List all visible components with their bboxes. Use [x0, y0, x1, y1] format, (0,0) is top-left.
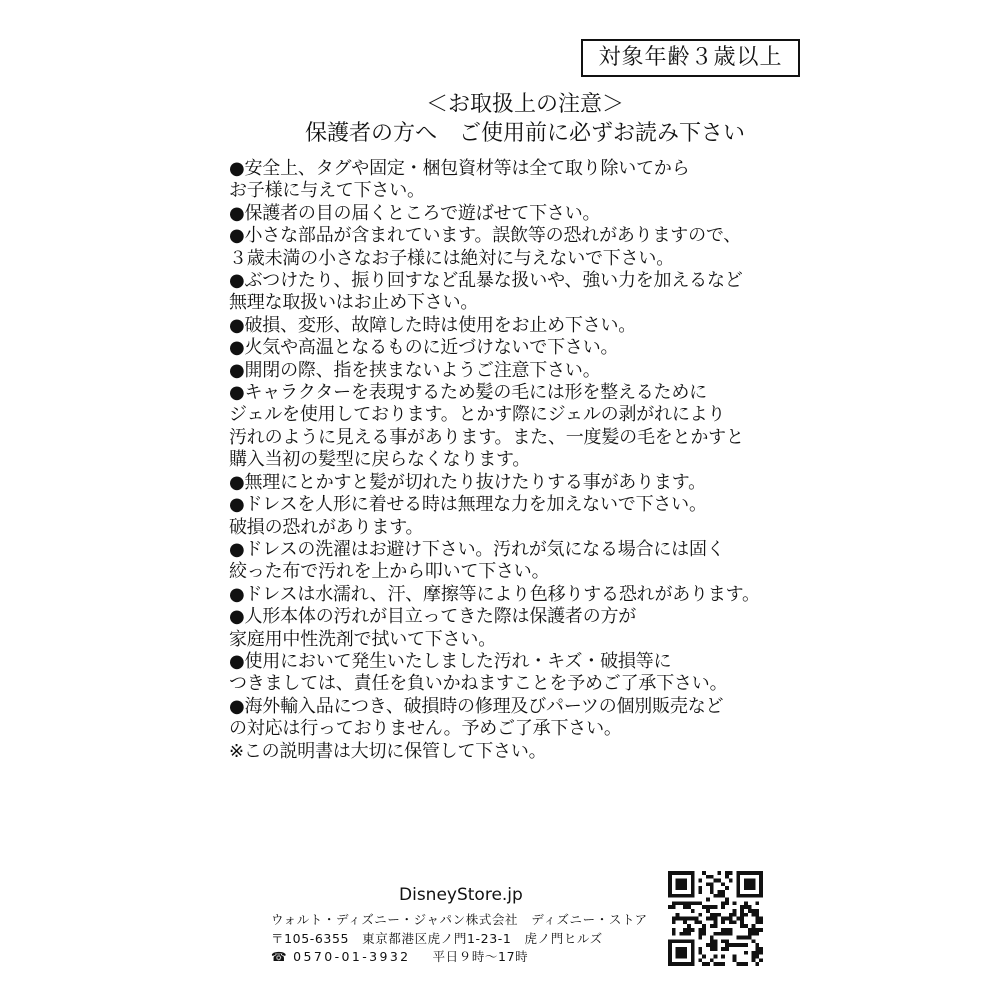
caution-line: ジェルを使用しております。とかす際にジェルの剥がれにより: [229, 404, 726, 426]
caution-line: 家庭用中性洗剤で拭いて下さい。: [229, 628, 496, 650]
caution-line: ●ぶつけたり、振り回すなど乱暴な扱いや、強い力を加えるなど: [229, 270, 743, 292]
notice-subtitle: 保護者の方へ ご使用前に必ずお読み下さい: [304, 121, 745, 146]
caution-line: 破損の恐れがあります。: [229, 516, 424, 538]
caution-line: 購入当初の髪型に戻らなくなります。: [229, 449, 531, 471]
caution-line: ●保護者の目の届くところで遊ばせて下さい。: [229, 202, 601, 224]
qr-code-icon: [668, 871, 763, 966]
age-badge: 対象年齢３歳以上: [581, 39, 800, 77]
caution-line: ●開閉の際、指を挟まないようご注意下さい。: [229, 359, 601, 381]
caution-line: ●ドレスを人形に着せる時は無理な力を加えないで下さい。: [229, 494, 707, 516]
caution-line: ●ドレスの洗濯はお避け下さい。汚れが気になる場合には固く: [229, 538, 725, 560]
caution-line: の対応は行っておりません。予めご了承下さい。: [229, 718, 622, 740]
store-website: DisneyStore.jp: [399, 885, 523, 905]
caution-line: ●破損、変形、故障した時は使用をお止め下さい。: [229, 314, 637, 336]
caution-line: つきましては、責任を負いかねますことを予めご了承下さい。: [229, 673, 728, 695]
phone-icon: ☎: [271, 949, 288, 964]
caution-line: お子様に与えて下さい。: [229, 180, 425, 202]
caution-line: ●火気や高温となるものに近づけないで下さい。: [229, 337, 619, 359]
contact-line: [271, 949, 651, 965]
notice-title: ＜お取扱上の注意＞: [425, 92, 624, 117]
caution-line: 絞った布で汚れを上から叩いて下さい。: [229, 561, 550, 583]
company-name: ウォルト・ディズニー・ジャパン株式会社 ディズニー・ストア: [271, 912, 648, 927]
caution-line: 汚れのように見える事があります。また、一度髪の毛をとかすと: [229, 426, 744, 448]
caution-list: [229, 158, 829, 763]
caution-line: ●使用において発生いたしました汚れ・キズ・破損等に: [229, 650, 672, 672]
phone-number: 0570-01-3932: [293, 949, 411, 964]
caution-line: ●小さな部品が含まれています。誤飲等の恐れがありますので、: [229, 225, 742, 247]
caution-line: ３歳未満の小さなお子様には絶対に与えないで下さい。: [229, 247, 674, 269]
caution-line: ●ドレスは水濡れ、汗、摩擦等により色移りする恐れがあります。: [229, 583, 760, 605]
caution-line: ●無理にとかすと髪が切れたり抜けたりする事があります。: [229, 471, 706, 493]
caution-line: ●安全上、タグや固定・梱包資材等は全て取り除いてから: [229, 158, 690, 179]
caution-line: 無理な取扱いはお止め下さい。: [229, 292, 479, 314]
caution-line: ※この説明書は大切に保管して下さい。: [229, 740, 547, 762]
company-address: 〒105-6355 東京都港区虎ノ門1-23-1 虎ノ門ヒルズ: [271, 931, 603, 946]
caution-line: ●海外輸入品につき、破損時の修理及びパーツの個別販売など: [229, 695, 724, 717]
caution-line: ●人形本体の汚れが目立ってきた際は保護者の方が: [229, 606, 637, 628]
caution-line: ●キャラクターを表現するため髪の毛には形を整えるために: [229, 382, 707, 404]
business-hours: 平日９時～17時: [432, 949, 529, 964]
